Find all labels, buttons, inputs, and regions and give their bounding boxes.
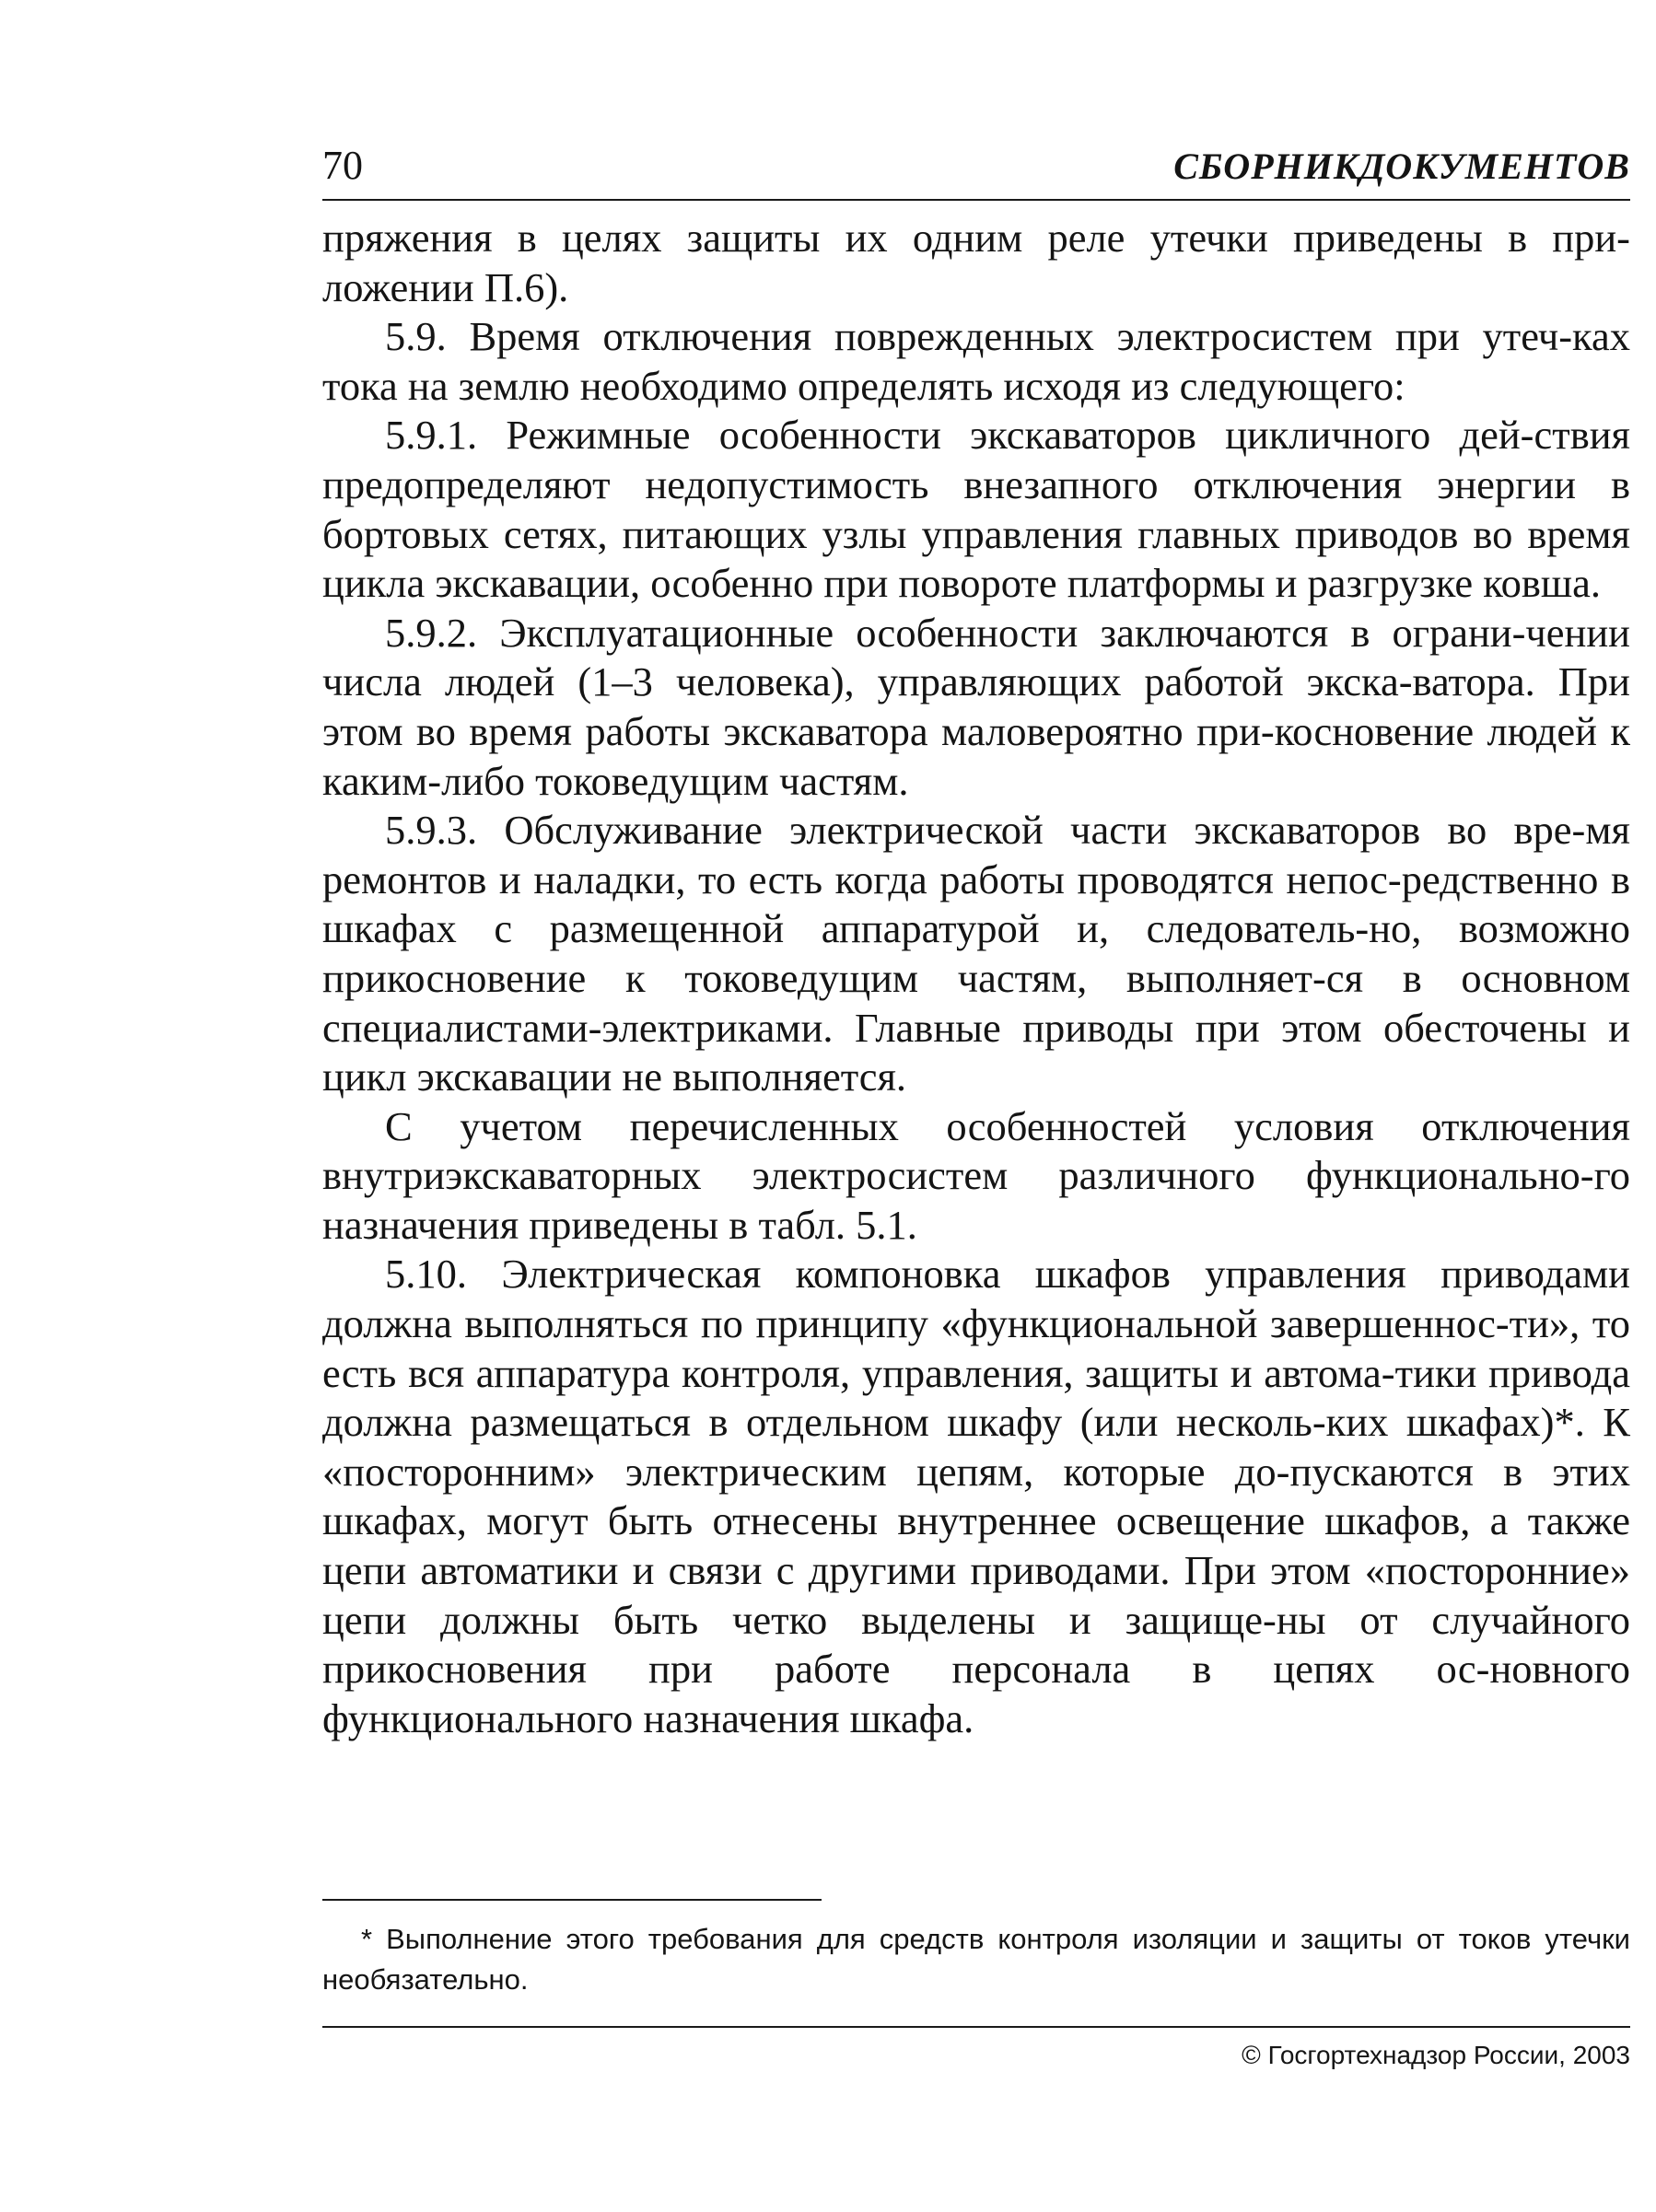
footer-rule [322,2026,1630,2028]
paragraph-5-10: 5.10. Электрическая компоновка шкафов управления приводами должна выполняться по принципу «функциональной завершеннос-ти», то есть вся аппаратура контроля, управления, защиты и автома-тики привода должна размещаться в отдельном шкафу (или несколь-ких шкафах)*. К «посторонним» электрическим цепям, которые до-пускаются в этих шкафах, могут быть отнесены внутреннее освещение шкафов, а также цепи автоматики и связи с другими приводами. При этом «посторонние» цепи должны быть четко выделены и защище-ны от случайного прикосновения при работе персонала в цепях ос-новного функционального назначения шкафа. [322,1251,1630,1741]
paragraph-5-9: 5.9. Время отключения поврежденных электросистем при утеч-ках тока на землю необходимо определять исходя из следующего: [322,313,1630,409]
footnote-rule [322,1899,822,1901]
paragraph-conditions: С учетом перечисленных особенностей условия отключения внутриэкскаваторных электросистем различного функционально-го назначения приведены в табл. 5.1. [322,1102,1630,1248]
footnote [322,1919,1630,2000]
paragraph-continuation: пряжения в целях защиты их одним реле утечки приведены в при-ложении П.6). [322,215,1630,310]
paragraph-5-9-1: 5.9.1. Режимные особенности экскаваторов цикличного дей-ствия предопределяют недопустимость внезапного отключения энергии в бортовых сетях, питающих узлы управления главных приводов во время цикла экскавации, особенно при повороте платформы и разгрузке ковша. [322,412,1630,607]
page-number: 70 [322,143,363,188]
footnote-text: * Выполнение этого требования для средств контроля изоляции и защиты от токов утечки необязательно. [322,1923,1630,1996]
header-rule [322,199,1630,201]
body-text [322,214,1630,1743]
running-header [322,138,1630,201]
paragraph-5-9-2: 5.9.2. Эксплуатационные особенности заключаются в ограни-чении числа людей (1–3 человека), управляющих работой экска-ватора. При этом во время работы экскаватора маловероятно при-косновение людей к каким-либо токоведущим частям. [322,609,1630,804]
running-title: СБОРНИКДОКУМЕНТОВ [1173,146,1630,187]
copyright-notice: © Госгортехнадзор России, 2003 [1242,2041,1630,2069]
paragraph-5-9-3: 5.9.3. Обслуживание электрической части экскаваторов во вре-мя ремонтов и наладки, то есть когда работы проводятся непос-редственно в шкафах с размещенной аппаратурой и, следователь-но, возможно прикосновение к токоведущим частям, выполняет-ся в основном специалистами-электриками. Главные приводы при этом обесточены и цикл экскавации не выполняется. [322,807,1630,1100]
